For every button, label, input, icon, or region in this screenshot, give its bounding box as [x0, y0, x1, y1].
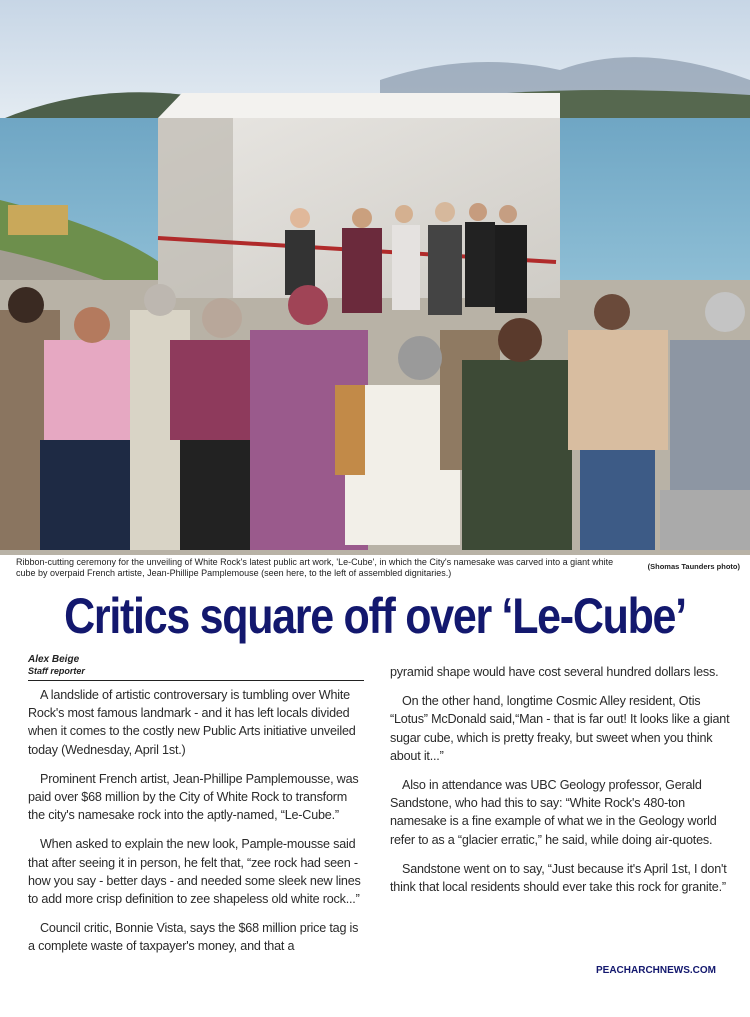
paragraph: Council critic, Bonnie Vista, says the $68 million price tag is a complete waste of taxpayer's money, and that a	[28, 921, 359, 954]
headline: Critics square off over ‘Le-Cube’	[64, 588, 686, 644]
paragraph: When asked to explain the new look, Pample-mousse said that after seeing it in person, he felt that, “zee rock had seen - how you say - better days - and needed some sleek new lines to add more crisp definition to zee shapeless old white rock...”	[28, 837, 361, 907]
paragraph: Sandstone went on to say, “Just because it's April 1st, I don't think that local residents should ever take this rock for granite.”	[390, 861, 727, 895]
article-right-column	[390, 663, 730, 907]
article-left-column	[28, 686, 366, 967]
paragraph: pyramid shape would have cost several hundred dollars less.	[390, 665, 719, 679]
paragraph: A landslide of artistic controversary is tumbling over White Rock's most famous landmark - and it has left locals divided when it comes to the costly new Public Arts initiative unveiled today (Wednesday, April 1st.)	[28, 688, 356, 757]
photo-caption: Ribbon-cutting ceremony for the unveiling of White Rock's latest public art work, 'Le-Cube', in which the City's namesake was carved into a giant white cube by overpaid French artiste, Jean-Phillipe Pamplemouse (seen here, to the left of assembled dignitaries.)	[16, 557, 614, 578]
paragraph: Also in attendance was UBC Geology professor, Gerald Sandstone, who had this to say: “White Rock's 480-ton namesake is a fine example of what we in the Geology world refer to as a “glacier erratic,” he said, while doing air-quotes.	[390, 778, 717, 847]
paragraph: On the other hand, longtime Cosmic Alley resident, Otis “Lotus” McDonald said,“Man - that is far out! It looks like a giant sugar cube, which is pretty freaky, but sweet when you think about it...”	[390, 694, 730, 763]
paragraph: Prominent French artist, Jean-Phillipe Pamplemousse, was paid over $68 million by the City of White Rock to transform the city's namesake rock into the aptly-named, “Le-Cube.”	[28, 771, 359, 823]
byline	[28, 654, 364, 681]
byline-role: Staff reporter	[28, 666, 85, 676]
photo-credit: (Shomas Taunders photo)	[647, 562, 740, 571]
site-link[interactable]: PEACHARCHNEWS.COM	[596, 965, 716, 976]
byline-name: Alex Beige	[28, 654, 80, 665]
